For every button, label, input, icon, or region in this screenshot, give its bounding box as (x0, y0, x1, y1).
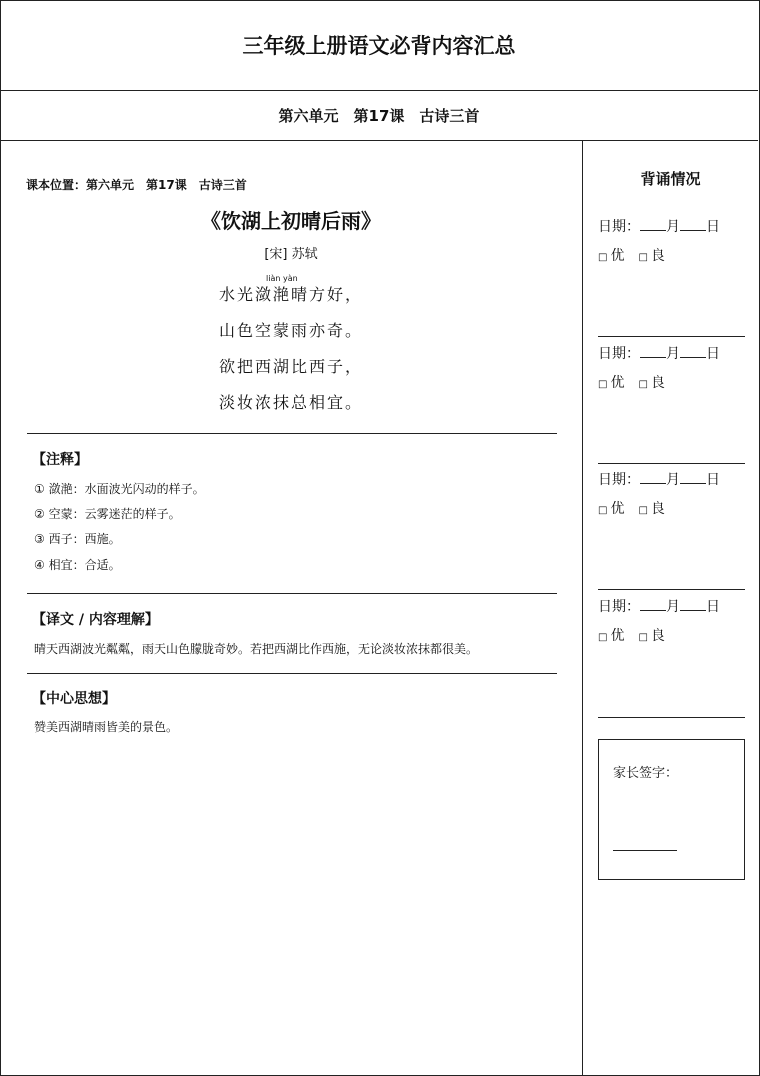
month-blank[interactable] (640, 218, 666, 231)
month-blank[interactable] (640, 598, 666, 611)
excellent-checkbox[interactable]: □ (598, 505, 608, 516)
theme-text: 赞美西湖晴雨皆美的景色。 (34, 720, 179, 734)
note-item: ④ 相宜：合适。 (34, 558, 121, 572)
entry-divider (598, 589, 745, 590)
date-field: 日期： 月 日 (598, 219, 720, 235)
poem-line: 山色空蒙雨亦奇。 (218, 321, 363, 340)
sidebar-title: 背诵情况 (640, 170, 701, 188)
section-divider (27, 593, 557, 594)
date-field: 日期： 月 日 (598, 346, 720, 362)
parent-signature-box (598, 739, 745, 880)
poem-line: 欲把西湖比西子， (218, 357, 363, 376)
good-checkbox[interactable]: □ (638, 632, 648, 643)
good-checkbox[interactable]: □ (638, 252, 648, 263)
date-field: 日期： 月 日 (598, 599, 720, 615)
poem-line: 淡妆浓抹总相宜。 (218, 393, 363, 412)
good-checkbox[interactable]: □ (638, 379, 648, 390)
entry-divider (598, 336, 745, 337)
rating-row: □ 优 □ 良 (598, 248, 665, 264)
theme-heading: 【中心思想】 (32, 691, 116, 707)
section-divider (27, 673, 557, 674)
entry-divider (598, 463, 745, 464)
day-blank[interactable] (680, 218, 706, 231)
excellent-checkbox[interactable]: □ (598, 252, 608, 263)
poem-line: 水光潋滟晴方好， (218, 285, 363, 304)
rating-row: □ 优 □ 良 (598, 628, 665, 644)
textbook-location: 课本位置：第六单元 第17课 古诗三首 (26, 178, 247, 192)
signature-line[interactable] (613, 850, 677, 851)
section-divider (27, 433, 557, 434)
rating-row: □ 优 □ 良 (598, 501, 665, 517)
rating-row: □ 优 □ 良 (598, 375, 665, 391)
note-item: ① 潋滟：水面波光闪动的样子。 (34, 482, 205, 496)
day-blank[interactable] (680, 471, 706, 484)
translation-text: 晴天西湖波光粼粼，雨天山色朦胧奇妙。若把西湖比作西施，无论淡妆浓抹都很美。 (34, 642, 479, 656)
poem-author: [宋] 苏轼 (264, 247, 318, 262)
column-divider (582, 141, 583, 1075)
month-blank[interactable] (640, 471, 666, 484)
parent-signature-label: 家长签字： (613, 766, 679, 781)
day-blank[interactable] (680, 345, 706, 358)
note-item: ③ 西子：西施。 (34, 532, 121, 546)
notes-heading: 【注释】 (32, 452, 88, 468)
note-item: ② 空蒙：云雾迷茫的样子。 (34, 507, 181, 521)
poem-title: 《饮湖上初晴后雨》 (201, 209, 381, 233)
excellent-checkbox[interactable]: □ (598, 379, 608, 390)
page-title: 三年级上册语文必背内容汇总 (0, 0, 758, 91)
entry-divider (598, 717, 745, 718)
excellent-checkbox[interactable]: □ (598, 632, 608, 643)
pinyin-annotation: liàn yàn (266, 274, 298, 283)
good-checkbox[interactable]: □ (638, 505, 648, 516)
date-field: 日期： 月 日 (598, 472, 720, 488)
month-blank[interactable] (640, 345, 666, 358)
lesson-subtitle: 第六单元 第17课 古诗三首 (0, 91, 758, 141)
translation-heading: 【译文 / 内容理解】 (32, 612, 159, 628)
day-blank[interactable] (680, 598, 706, 611)
